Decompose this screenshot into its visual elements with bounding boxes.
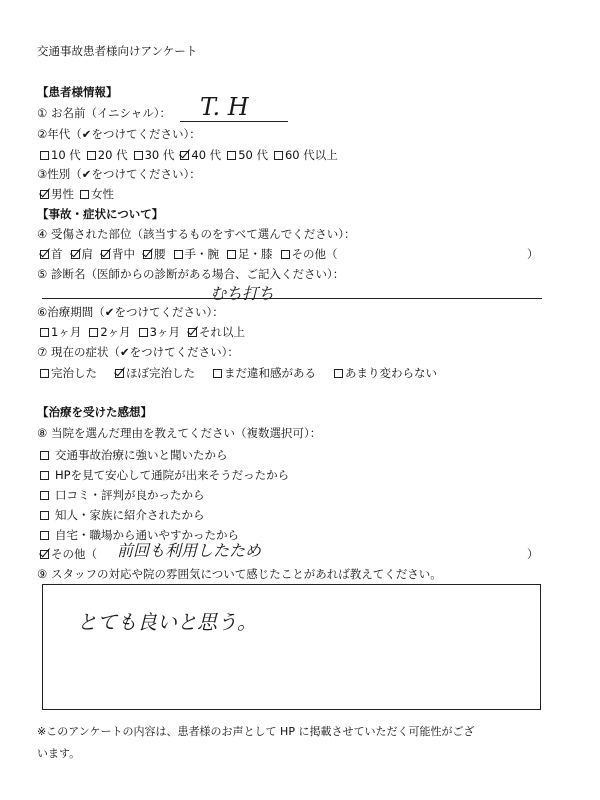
status-option (115, 366, 195, 380)
gender-label: ③性別（✔をつけてください）： (37, 167, 201, 181)
reason-option (40, 468, 289, 482)
status-checkbox[interactable] (213, 369, 222, 378)
injured-checkbox[interactable] (40, 250, 49, 259)
age-option (180, 148, 221, 162)
age-option-label: 40 代 (191, 148, 222, 162)
reason-checkbox[interactable] (40, 471, 49, 480)
period-option (89, 325, 130, 339)
status-options (40, 366, 455, 380)
age-checkbox[interactable] (227, 151, 236, 160)
injured-option-label: 手・腕 (184, 247, 219, 261)
reason-other-row (40, 547, 97, 561)
age-option-label: 10 代 (51, 148, 81, 162)
age-checkbox[interactable] (134, 151, 143, 160)
reason-option-label: 自宅・職場から通いやすかったから (55, 528, 239, 542)
period-checkbox[interactable] (188, 328, 197, 337)
status-option-label: ほぼ完治した (126, 366, 195, 380)
staff-label: ⑨ スタッフの対応や院の雰囲気について感じたことがあれば教えてください。 (37, 567, 442, 581)
period-option-label: 1ヶ月 (51, 325, 82, 339)
period-label: ⑥治療期間（✔をつけてください）： (37, 305, 224, 319)
age-option-label: 60 代以上 (284, 148, 338, 162)
age-option (134, 148, 175, 162)
status-option-label: 完治した (51, 366, 97, 380)
status-checkbox[interactable] (115, 369, 124, 378)
gender-option-label: 男性 (51, 187, 74, 201)
reason-option-label: 口コミ・評判が良かったから (55, 488, 205, 502)
reason-option-label: 交通事故治療に強いと聞いたから (55, 448, 228, 462)
reason-checkbox[interactable] (40, 531, 49, 540)
injured-checkbox[interactable] (281, 250, 290, 259)
period-checkbox[interactable] (89, 328, 98, 337)
status-option (213, 366, 316, 380)
period-options (40, 325, 253, 339)
footer-note-line1: ※このアンケートの内容は、患者様のお声として HP に掲載させていただく可能性がござ (37, 725, 475, 738)
status-option (334, 366, 437, 380)
reason-option (40, 448, 228, 462)
injured-option (174, 247, 220, 261)
reason-option-label: 知人・家族に紹介されたから (55, 508, 205, 522)
period-checkbox[interactable] (139, 328, 148, 337)
injured-option (227, 247, 273, 261)
gender-option-label: 女性 (91, 187, 114, 201)
age-option-label: 30 代 (144, 148, 175, 162)
injured-option (71, 247, 94, 261)
age-option (274, 148, 338, 162)
reason-other-close: ） (527, 547, 539, 561)
age-option (40, 148, 81, 162)
injured-option (281, 247, 338, 261)
injured-option-label: 足・膝 (238, 247, 273, 261)
injured-option-label: その他（ (291, 247, 338, 261)
diagnosis-value[interactable]: むち打ち (210, 284, 275, 303)
reason-checkbox[interactable] (40, 491, 49, 500)
status-option-label: あまり変わらない (345, 366, 437, 380)
reason-label: ⑧ 当院を選んだ理由を教えてください（複数選択可）： (37, 426, 322, 440)
status-label: ⑦ 現在の症状（✔をつけてください）： (37, 345, 239, 359)
age-label: ②年代（✔をつけてください）： (37, 127, 201, 141)
period-option (139, 325, 180, 339)
status-option (40, 366, 97, 380)
injured-option-label: 首 (51, 247, 63, 261)
injured-option-label: 背中 (112, 247, 135, 261)
period-option-label: 2ヶ月 (100, 325, 131, 339)
status-checkbox[interactable] (40, 369, 49, 378)
form-title: 交通事故患者様向けアンケート (37, 44, 198, 58)
age-option (227, 148, 268, 162)
accident-heading: 【事故・症状について】 (37, 207, 164, 221)
injured-option (40, 247, 63, 261)
injured-option (101, 247, 135, 261)
injured-label: ④ 受傷された部位（該当するものをすべて選んでください）： (37, 227, 356, 241)
injured-options (40, 247, 346, 261)
name-underline (180, 121, 288, 122)
period-option (40, 325, 81, 339)
diagnosis-underline (42, 298, 542, 299)
name-label: ① お名前（イニシャル）： (37, 106, 172, 120)
staff-comment-box[interactable] (42, 584, 541, 710)
reason-other-checkbox[interactable] (40, 550, 49, 559)
gender-options (40, 187, 120, 201)
status-option-label: まだ違和感がある (224, 366, 316, 380)
status-checkbox[interactable] (334, 369, 343, 378)
footer-note-line2: います。 (37, 747, 81, 760)
injured-checkbox[interactable] (227, 250, 236, 259)
injured-option-label: 腰 (154, 247, 166, 261)
period-checkbox[interactable] (40, 328, 49, 337)
reason-checkbox[interactable] (40, 511, 49, 520)
reason-option (40, 508, 205, 522)
impressions-heading: 【治療を受けた感想】 (37, 405, 152, 419)
age-checkbox[interactable] (180, 151, 189, 160)
injured-option-label: 肩 (81, 247, 93, 261)
gender-checkbox[interactable] (80, 190, 89, 199)
staff-comment-value: とても良いと思う。 (77, 610, 257, 634)
period-option (188, 325, 245, 339)
age-option-label: 50 代 (238, 148, 268, 162)
reason-option-label: HPを見て安心して通院が出来そうだったから (55, 468, 290, 482)
period-option-label: それ以上 (198, 325, 245, 339)
injured-close: ） (527, 247, 539, 261)
injured-checkbox[interactable] (101, 250, 110, 259)
age-options (40, 148, 344, 162)
reason-option (40, 488, 205, 502)
age-checkbox[interactable] (87, 151, 96, 160)
age-option-label: 20 代 (97, 148, 128, 162)
gender-option (80, 187, 114, 201)
patient-info-heading: 【患者様情報】 (37, 85, 118, 99)
injured-option (143, 247, 166, 261)
age-checkbox[interactable] (274, 151, 283, 160)
diagnosis-label: ⑤ 診断名（医師からの診断がある場合、ご記入ください）： (37, 267, 345, 281)
injured-checkbox[interactable] (71, 250, 80, 259)
name-value[interactable]: T. H (200, 93, 249, 121)
injured-checkbox[interactable] (143, 250, 152, 259)
period-option-label: 3ヶ月 (149, 325, 180, 339)
gender-checkbox[interactable] (40, 190, 49, 199)
injured-checkbox[interactable] (174, 250, 183, 259)
age-checkbox[interactable] (40, 151, 49, 160)
reason-checkbox[interactable] (40, 451, 49, 460)
gender-option (40, 187, 74, 201)
reason-other-value[interactable]: 前回も利用したため (117, 541, 262, 560)
reason-other-label: その他（ (51, 547, 97, 561)
age-option (87, 148, 128, 162)
